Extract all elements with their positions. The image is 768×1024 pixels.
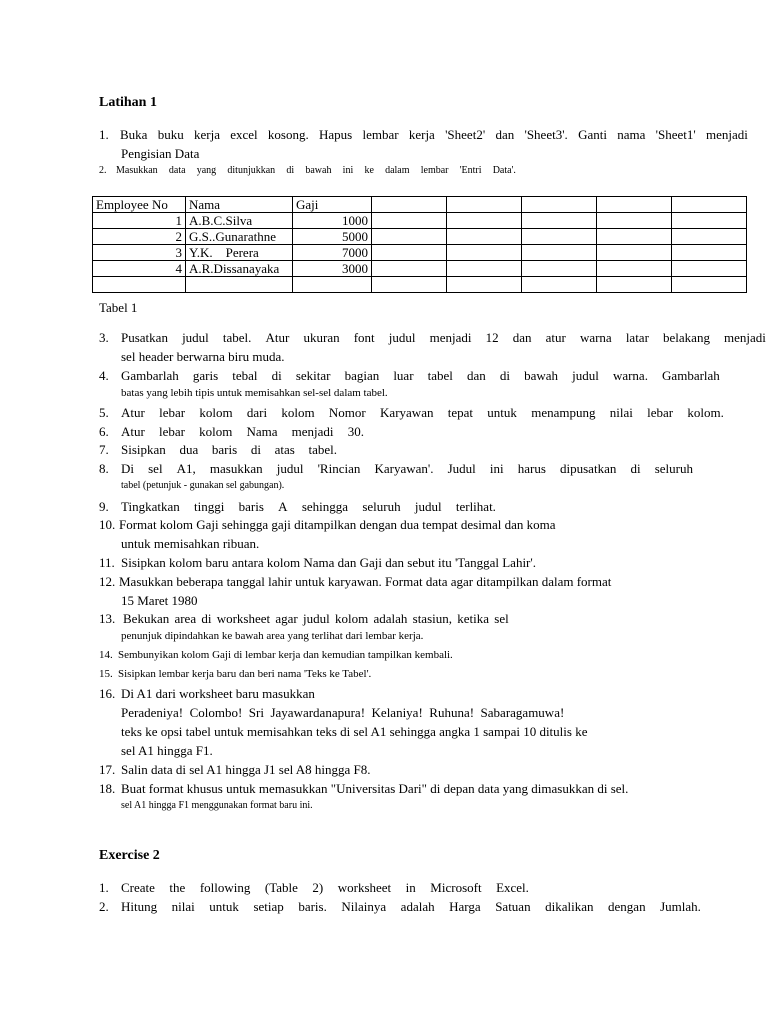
item-number: 13. bbox=[99, 611, 116, 626]
cell-empty bbox=[186, 277, 293, 293]
word: 2) bbox=[312, 880, 324, 895]
word: kolom. bbox=[687, 405, 724, 420]
word: seluruh bbox=[654, 461, 693, 476]
word: dan bbox=[495, 127, 515, 142]
word: bawah bbox=[305, 165, 332, 176]
word: dan bbox=[512, 330, 532, 345]
item-number: 7. bbox=[99, 442, 109, 457]
step-13-text: Bekukan area di worksheet agar judul kolom adalah stasiun, ketika sel bbox=[123, 611, 509, 626]
word: yang bbox=[196, 165, 217, 176]
word: untuk bbox=[209, 899, 239, 914]
step-7-text bbox=[121, 442, 337, 458]
word: di bbox=[250, 442, 261, 457]
cell-empty bbox=[597, 261, 672, 277]
table-header-row bbox=[93, 197, 747, 213]
cell-empty bbox=[672, 229, 747, 245]
word: Nama bbox=[246, 424, 278, 439]
cell-employee-no: 4 bbox=[93, 261, 186, 277]
item-number: 16. bbox=[99, 686, 116, 701]
word: menjadi bbox=[706, 127, 748, 142]
word: di bbox=[286, 165, 295, 176]
word: tepat bbox=[447, 405, 474, 420]
word: the bbox=[169, 880, 186, 895]
item-number: 1. bbox=[99, 127, 109, 142]
word: terlihat. bbox=[455, 499, 496, 514]
cell-empty bbox=[447, 261, 522, 277]
word: seluruh bbox=[362, 499, 401, 514]
word: ke bbox=[364, 165, 374, 176]
word: 'Rincian bbox=[317, 461, 361, 476]
word: dan bbox=[466, 368, 486, 383]
word: untuk bbox=[487, 405, 517, 420]
step-4-text bbox=[121, 368, 720, 384]
step-16-line: sel A1 hingga F1. bbox=[121, 743, 213, 758]
word: di bbox=[271, 368, 282, 383]
word: Nomor bbox=[328, 405, 366, 420]
cell-empty bbox=[522, 277, 597, 293]
word: dikalikan bbox=[545, 899, 594, 914]
cell-gaji: 5000 bbox=[293, 229, 372, 245]
word: lembar bbox=[362, 127, 399, 142]
table-row bbox=[93, 229, 747, 245]
word: latar bbox=[625, 330, 649, 345]
cell-empty bbox=[447, 277, 522, 293]
word: Satuan bbox=[495, 899, 531, 914]
cell-empty bbox=[93, 277, 186, 293]
word: dengan bbox=[608, 899, 646, 914]
word: Atur bbox=[121, 424, 145, 439]
word: (Table bbox=[264, 880, 298, 895]
word: Hapus bbox=[319, 127, 353, 142]
word: 'Sheet2' bbox=[445, 127, 486, 142]
cell-empty bbox=[522, 261, 597, 277]
word: Masukkan bbox=[116, 165, 158, 176]
section-title-latihan-1: Latihan 1 bbox=[99, 95, 157, 110]
word: Judul bbox=[447, 461, 476, 476]
cell-empty bbox=[293, 277, 372, 293]
word: Karyawan bbox=[380, 405, 434, 420]
word: 30. bbox=[347, 424, 364, 439]
word: bagian bbox=[344, 368, 380, 383]
word: worksheet bbox=[337, 880, 392, 895]
header-cell bbox=[672, 197, 747, 213]
word: kolom bbox=[199, 424, 233, 439]
word: excel bbox=[230, 127, 258, 142]
word: dua bbox=[179, 442, 199, 457]
cell-employee-no: 3 bbox=[93, 245, 186, 261]
item-number: 3. bbox=[99, 330, 109, 345]
cell-employee-no: 2 bbox=[93, 229, 186, 245]
item-1-continuation: Pengisian Data bbox=[121, 146, 200, 161]
cell-gaji: 1000 bbox=[293, 213, 372, 229]
word: Nilainya bbox=[341, 899, 387, 914]
table-row bbox=[93, 245, 747, 261]
step-14-text: Sembunyikan kolom Gaji di lembar kerja dan kemudian tampilkan kembali. bbox=[118, 649, 453, 661]
header-cell bbox=[372, 197, 447, 213]
word: 'Entri bbox=[459, 165, 482, 176]
word: ini bbox=[342, 165, 354, 176]
word: baris bbox=[211, 442, 238, 457]
word: following bbox=[199, 880, 251, 895]
step-12-text: Masukkan beberapa tanggal lahir untuk karyawan. Format data agar ditampilkan dalam format bbox=[119, 574, 612, 589]
word: dalam bbox=[385, 165, 410, 176]
cell-empty bbox=[672, 277, 747, 293]
word: nilai bbox=[171, 899, 195, 914]
word: 12 bbox=[485, 330, 499, 345]
word: sekitar bbox=[295, 368, 331, 383]
item-number: 5. bbox=[99, 405, 109, 420]
item-number: 1. bbox=[99, 880, 109, 895]
word: garis bbox=[192, 368, 219, 383]
word: kerja bbox=[193, 127, 220, 142]
word: Excel. bbox=[496, 880, 529, 895]
word: Hitung bbox=[121, 899, 158, 914]
step-15-text: Sisipkan lembar kerja baru dan beri nama 'Teks ke Tabel'. bbox=[118, 668, 372, 680]
word: menjadi bbox=[724, 330, 766, 345]
step-16-line: Peradeniya! Colombo! Sri Jayawardanapura! Kelaniya! Ruhuna! Sabaragamuwa! bbox=[121, 705, 565, 720]
cell-gaji: 7000 bbox=[293, 245, 372, 261]
cell-gaji: 3000 bbox=[293, 261, 372, 277]
header-cell bbox=[447, 197, 522, 213]
step-6-text bbox=[121, 424, 364, 440]
word: di bbox=[630, 461, 641, 476]
word: tabel. bbox=[308, 442, 337, 457]
step-11-text: Sisipkan kolom baru antara kolom Nama dan Gaji dan sebut itu 'Tanggal Lahir'. bbox=[121, 555, 536, 570]
cell-empty bbox=[597, 245, 672, 261]
word: masukkan bbox=[209, 461, 263, 476]
cell-empty bbox=[522, 213, 597, 229]
step-17-text: Salin data di sel A1 hingga J1 sel A8 hingga F8. bbox=[121, 762, 371, 777]
item-number: 12. bbox=[99, 574, 116, 589]
word: menjadi bbox=[291, 424, 334, 439]
cell-nama: Y.K. Perera bbox=[186, 245, 293, 261]
word: Tingkatkan bbox=[121, 499, 180, 514]
word: data bbox=[168, 165, 186, 176]
item-number: 18. bbox=[99, 781, 116, 796]
step-3-continuation: sel header berwarna biru muda. bbox=[121, 349, 285, 364]
item-number: 15. bbox=[99, 668, 113, 680]
cell-empty bbox=[597, 229, 672, 245]
word: Sisipkan bbox=[121, 442, 166, 457]
word: ditunjukkan bbox=[227, 165, 276, 176]
item-2-text bbox=[116, 165, 516, 176]
word: lebar bbox=[647, 405, 674, 420]
word: ukuran bbox=[303, 330, 340, 345]
word: tebal bbox=[232, 368, 258, 383]
word: tabel bbox=[427, 368, 453, 383]
word: Gambarlah bbox=[121, 368, 179, 383]
cell-empty bbox=[672, 245, 747, 261]
word: Di bbox=[121, 461, 134, 476]
word: dari bbox=[246, 405, 268, 420]
word: tabel. bbox=[222, 330, 252, 345]
word: bawah bbox=[524, 368, 559, 383]
word: warna. bbox=[612, 368, 648, 383]
step-10-continuation: untuk memisahkan ribuan. bbox=[121, 536, 260, 551]
cell-empty bbox=[372, 277, 447, 293]
cell-empty bbox=[372, 213, 447, 229]
word: A bbox=[278, 499, 288, 514]
word: tinggi bbox=[194, 499, 225, 514]
word: menjadi bbox=[429, 330, 472, 345]
header-cell bbox=[522, 197, 597, 213]
word: lebar bbox=[159, 405, 186, 420]
step-18-text: Buat format khusus untuk memasukkan "Universitas Dari" di depan data yang dimasukkan di sel. bbox=[121, 781, 629, 796]
word: judul bbox=[414, 499, 442, 514]
cell-empty bbox=[672, 261, 747, 277]
exercise-2-item-2-text bbox=[121, 899, 701, 915]
word: Create bbox=[121, 880, 155, 895]
cell-empty bbox=[447, 213, 522, 229]
word: font bbox=[353, 330, 375, 345]
exercise-2-item-1-text bbox=[121, 880, 529, 896]
header-cell: Gaji bbox=[293, 197, 372, 213]
word: atas bbox=[274, 442, 295, 457]
word: di bbox=[499, 368, 510, 383]
word: kolom bbox=[199, 405, 233, 420]
item-number: 6. bbox=[99, 424, 109, 439]
cell-empty bbox=[372, 245, 447, 261]
word: dipusatkan bbox=[560, 461, 617, 476]
word: A1, bbox=[176, 461, 196, 476]
word: baris. bbox=[298, 899, 327, 914]
word: baris bbox=[238, 499, 264, 514]
word: Data'. bbox=[492, 165, 516, 176]
word: judul bbox=[182, 330, 209, 345]
item-number: 10. bbox=[99, 517, 116, 532]
word: Pusatkan bbox=[121, 330, 168, 345]
item-number: 11. bbox=[99, 555, 115, 570]
item-number: 4. bbox=[99, 368, 109, 383]
word: judul bbox=[388, 330, 416, 345]
word: Atur bbox=[121, 405, 145, 420]
word: Gambarlah bbox=[662, 368, 720, 383]
step-10-text: Format kolom Gaji sehingga gaji ditampilkan dengan dua tempat desimal dan koma bbox=[119, 517, 556, 532]
item-number: 8. bbox=[99, 461, 109, 476]
word: in bbox=[405, 880, 416, 895]
cell-employee-no: 1 bbox=[93, 213, 186, 229]
cell-nama: A.B.C.Silva bbox=[186, 213, 293, 229]
word: judul bbox=[276, 461, 304, 476]
item-number: 14. bbox=[99, 649, 113, 661]
item-number: 2. bbox=[99, 899, 109, 914]
word: Ganti bbox=[578, 127, 607, 142]
word: adalah bbox=[400, 899, 435, 914]
item-number: 2. bbox=[99, 165, 107, 176]
word: Atur bbox=[265, 330, 290, 345]
word: Jumlah. bbox=[660, 899, 701, 914]
cell-empty bbox=[597, 213, 672, 229]
item-number: 9. bbox=[99, 499, 109, 514]
word: lebar bbox=[158, 424, 185, 439]
word: nama bbox=[617, 127, 646, 142]
header-cell: Employee No bbox=[93, 197, 186, 213]
word: Buka bbox=[120, 127, 148, 142]
step-18-continuation: sel A1 hingga F1 menggunakan format baru ini. bbox=[121, 800, 313, 811]
step-5-text bbox=[121, 405, 724, 421]
cell-empty bbox=[522, 229, 597, 245]
cell-empty bbox=[372, 229, 447, 245]
word: belakang bbox=[663, 330, 710, 345]
cell-nama: G.S..Gunarathne bbox=[186, 229, 293, 245]
word: 'Sheet3'. bbox=[524, 127, 568, 142]
word: warna bbox=[579, 330, 612, 345]
word: sel bbox=[148, 461, 163, 476]
section-title-exercise-2: Exercise 2 bbox=[99, 848, 160, 863]
word: luar bbox=[393, 368, 414, 383]
employee-table bbox=[92, 196, 747, 293]
word: Microsoft bbox=[430, 880, 482, 895]
header-cell: Nama bbox=[186, 197, 293, 213]
header-cell bbox=[597, 197, 672, 213]
word: kosong. bbox=[267, 127, 309, 142]
step-8-continuation: tabel (petunjuk - gunakan sel gabungan). bbox=[121, 480, 285, 491]
table-row bbox=[93, 277, 747, 293]
word: setiap bbox=[253, 899, 284, 914]
item-1-text bbox=[120, 127, 748, 143]
word: Karyawan'. bbox=[374, 461, 434, 476]
item-number: 17. bbox=[99, 762, 116, 777]
word: buku bbox=[157, 127, 184, 142]
word: nilai bbox=[609, 405, 633, 420]
cell-empty bbox=[597, 277, 672, 293]
cell-empty bbox=[447, 245, 522, 261]
cell-nama: A.R.Dissanayaka bbox=[186, 261, 293, 277]
word: menampung bbox=[531, 405, 596, 420]
word: kolom bbox=[281, 405, 315, 420]
cell-empty bbox=[372, 261, 447, 277]
word: sehingga bbox=[301, 499, 349, 514]
word: 'Sheet1' bbox=[655, 127, 696, 142]
step-12-continuation: 15 Maret 1980 bbox=[121, 593, 198, 608]
word: kerja bbox=[408, 127, 435, 142]
word: ini bbox=[489, 461, 504, 476]
word: harus bbox=[517, 461, 546, 476]
word: atur bbox=[545, 330, 566, 345]
table-caption: Tabel 1 bbox=[99, 300, 138, 315]
step-9-text bbox=[121, 499, 496, 515]
cell-empty bbox=[522, 245, 597, 261]
table-row bbox=[93, 213, 747, 229]
cell-empty bbox=[672, 213, 747, 229]
step-8-text bbox=[121, 461, 693, 477]
step-13-continuation: penunjuk dipindahkan ke bawah area yang terlihat dari lembar kerja. bbox=[121, 630, 424, 642]
word: Harga bbox=[449, 899, 481, 914]
step-16-text: Di A1 dari worksheet baru masukkan bbox=[121, 686, 315, 701]
step-4-continuation: batas yang lebih tipis untuk memisahkan sel-sel dalam tabel. bbox=[121, 387, 388, 399]
word: lembar bbox=[420, 165, 449, 176]
word: judul bbox=[572, 368, 599, 383]
cell-empty bbox=[447, 229, 522, 245]
table-row bbox=[93, 261, 747, 277]
step-3-text bbox=[121, 330, 766, 346]
step-16-line: teks ke opsi tabel untuk memisahkan teks di sel A1 sehingga angka 1 sampai 10 ditulis ke bbox=[121, 724, 588, 739]
